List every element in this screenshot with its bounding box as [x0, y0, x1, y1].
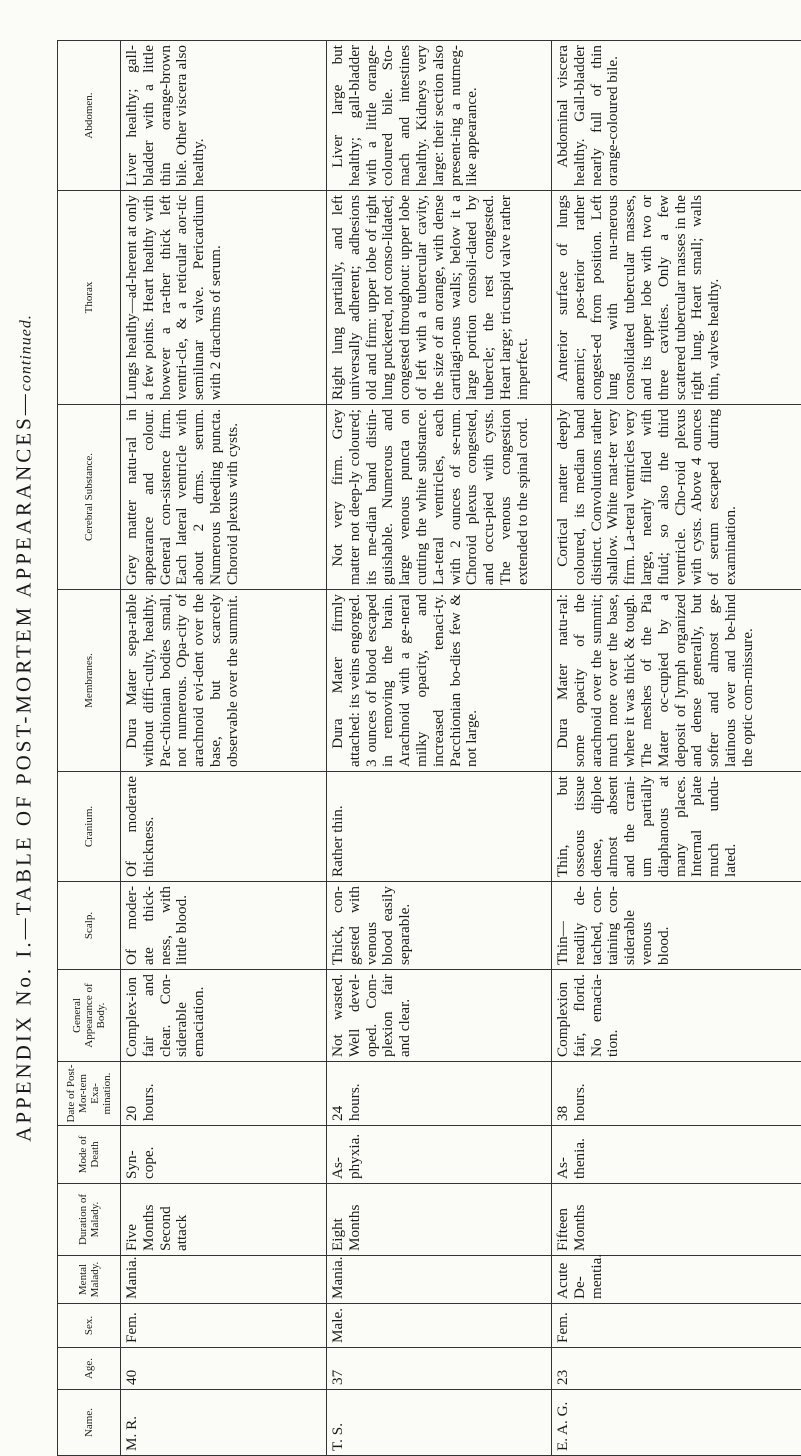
- cell-thorax: Anterior surface of lungs anœmic; pos-terior rather congest-ed from position. Left lung with nu-merous consolidated tubercular masses, and its upper lobe with two or three cavities. Only a few scattered tubercular masses in the right lung. Heart small; walls thin, valves healthy.: [552, 191, 801, 405]
- cell-cranium: Thin, but osseous tissue dense, diploe almost absent and the crani-um partially diaphanous at many places. Internal plate much undu-lated.: [552, 772, 801, 882]
- cell-thorax: Lungs healthy—ad-herent at only a few points. Heart healthy with however a ra-ther thick left ventri-cle, & a reticular aor-tic semilunar valve. Pericardium with 2 drachms of serum.: [121, 191, 327, 405]
- header-cranium: Cranium.: [58, 772, 121, 882]
- page-title-main: APPENDIX No. I.—TABLE OF POST-MORTEM APPEARANCES—: [11, 391, 36, 1142]
- cell-duration: Five Months Second attack: [121, 1184, 327, 1256]
- header-thorax: Thorax: [58, 191, 121, 405]
- cell-thorax: Right lung partially, and left universally adherent; adhesions old and firm: upper lobe of right lung puckered, not conso-lidated; congested throughout: upper lobe of left with a tubercular cavity, the size of an orange, with dense cartilagi-nous walls; below it a large portion consoli-dated by tubercle; the rest congested. Heart large; tricuspid valve rather imperfect.: [327, 191, 552, 405]
- cell-cerebral: Grey matter natu-ral in appearance and colour. General con-sistence firm. Each lateral ventricle with about 2 drms. serum. Numerous bleeding puncta. Choroid plexus with cysts.: [121, 405, 327, 590]
- cell-abdomen: Liver healthy; gall-bladder with a little thin orange-brown bile. Other viscera also healthy.: [121, 41, 327, 191]
- header-scalp: Scalp.: [58, 882, 121, 970]
- cell-duration: Fifteen Months: [552, 1184, 801, 1256]
- header-sex: Sex.: [58, 1304, 121, 1348]
- cell-mental-malady: Mania.: [121, 1256, 327, 1304]
- header-cerebral: Cerebral Substance.: [58, 405, 121, 590]
- cell-general-appearance: Not wasted. Well devel-oped. Com-plexion fair and clear.: [327, 970, 552, 1062]
- cell-membranes: Dura Mater firmly attached: its veins engorged. 3 ounces of blood escaped in removing the brain. Arachnoid with a ge-neral milky opacity, and increased tenaci-ty. Pacchionian bo-dies few & not large.: [327, 590, 552, 772]
- post-mortem-table: [57, 44, 801, 1456]
- cell-age: 40: [121, 1348, 327, 1390]
- table-row: [552, 41, 801, 1456]
- cell-membranes: Dura Mater natu-ral: some opacity of the arachnoid over the summit; much more over the base, where it was thick & tough. The meshes of the Pia Mater oc-cupied by a deposit of lymph organized and dense generally, but softer and almost ge-latinous over and be-hind the optic com-missure.: [552, 590, 801, 772]
- page-title-continued: continued.: [17, 314, 35, 392]
- cell-mode-of-death: As-thenia.: [552, 1126, 801, 1184]
- header-name: Name.: [58, 1390, 121, 1456]
- cell-mode-of-death: Syn-cope.: [121, 1126, 327, 1184]
- header-duration: Duration of Malady.: [58, 1184, 121, 1256]
- header-mode-of-death: Mode of Death: [58, 1126, 121, 1184]
- cell-scalp: Thin—readily de-tached, con-taining con-siderable venous blood.: [552, 882, 801, 970]
- cell-date-exam: 38 hours.: [552, 1062, 801, 1126]
- header-abdomen: Abdomen.: [58, 41, 121, 191]
- cell-duration: Eight Months: [327, 1184, 552, 1256]
- cell-mental-malady: Mania.: [327, 1256, 552, 1304]
- cell-sex: Fem.: [121, 1304, 327, 1348]
- cell-abdomen: Liver large but healthy; gall-bladder with a little orange-coloured bile. Sto-mach and intestines healthy. Kidneys very large: their section also present-ing a nutmeg-like appearance.: [327, 41, 552, 191]
- header-general-appearance: General Appearance of Body.: [58, 970, 121, 1062]
- cell-name: T. S.: [327, 1390, 552, 1456]
- cell-name: E. A. G.: [552, 1390, 801, 1456]
- header-date-exam: Date of Post-Mor-tem Exa-mination.: [58, 1062, 121, 1126]
- cell-mode-of-death: As-phyxia.: [327, 1126, 552, 1184]
- cell-sex: Fem.: [552, 1304, 801, 1348]
- cell-cranium: Of moderate thickness.: [121, 772, 327, 882]
- page-title: [0, 0, 48, 1456]
- cell-scalp: Thick, con-gested with venous blood easily separable.: [327, 882, 552, 970]
- cell-name: M. R.: [121, 1390, 327, 1456]
- header-mental-malady: Mental Malady.: [58, 1256, 121, 1304]
- table-row: [121, 41, 327, 1456]
- cell-sex: Male.: [327, 1304, 552, 1348]
- cell-abdomen: Abdominal viscera healthy. Gall-bladder nearly full of thin orange-coloured bile.: [552, 41, 801, 191]
- cell-mental-malady: Acute De-mentia.: [552, 1256, 801, 1304]
- cell-cerebral: Not very firm. Grey matter not deep-ly coloured; its me-dian band distin-guishable. Numerous and large venous puncta on cutting the white substance. La-teral ventricles, each with 2 ounces of se-rum. Choroid plexus congested, and occu-pied with cysts. The venous congestion extended to the spinal cord.: [327, 405, 552, 590]
- cell-age: 23: [552, 1348, 801, 1390]
- cell-membranes: Dura Mater sepa-rable without diffi-culty, healthy. Pac-chionian bodies small, not numerous. Opa-city of arachnoid evi-dent over the base, but scarcely observable over the summit.: [121, 590, 327, 772]
- header-age: Age.: [58, 1348, 121, 1390]
- header-membranes: Membranes.: [58, 590, 121, 772]
- cell-general-appearance: Complex-ion fair and clear. Con-siderable emaciation.: [121, 970, 327, 1062]
- table-row: [327, 41, 552, 1456]
- cell-date-exam: 24 hours.: [327, 1062, 552, 1126]
- cell-general-appearance: Complexion fair, florid. No emacia-tion.: [552, 970, 801, 1062]
- cell-cerebral: Cortical matter deeply coloured, its median band distinct. Convolutions rather shallow. White mat-ter very firm. La-teral ventricles very large, nearly filled with fluid; so also the third ventricle. Cho-roid plexus with cysts. Above 4 ounces of serum escaped during examination.: [552, 405, 801, 590]
- cell-age: 37: [327, 1348, 552, 1390]
- cell-scalp: Of moder-ate thick-ness, with little blood.: [121, 882, 327, 970]
- cell-cranium: Rather thin.: [327, 772, 552, 882]
- cell-date-exam: 20 hours.: [121, 1062, 327, 1126]
